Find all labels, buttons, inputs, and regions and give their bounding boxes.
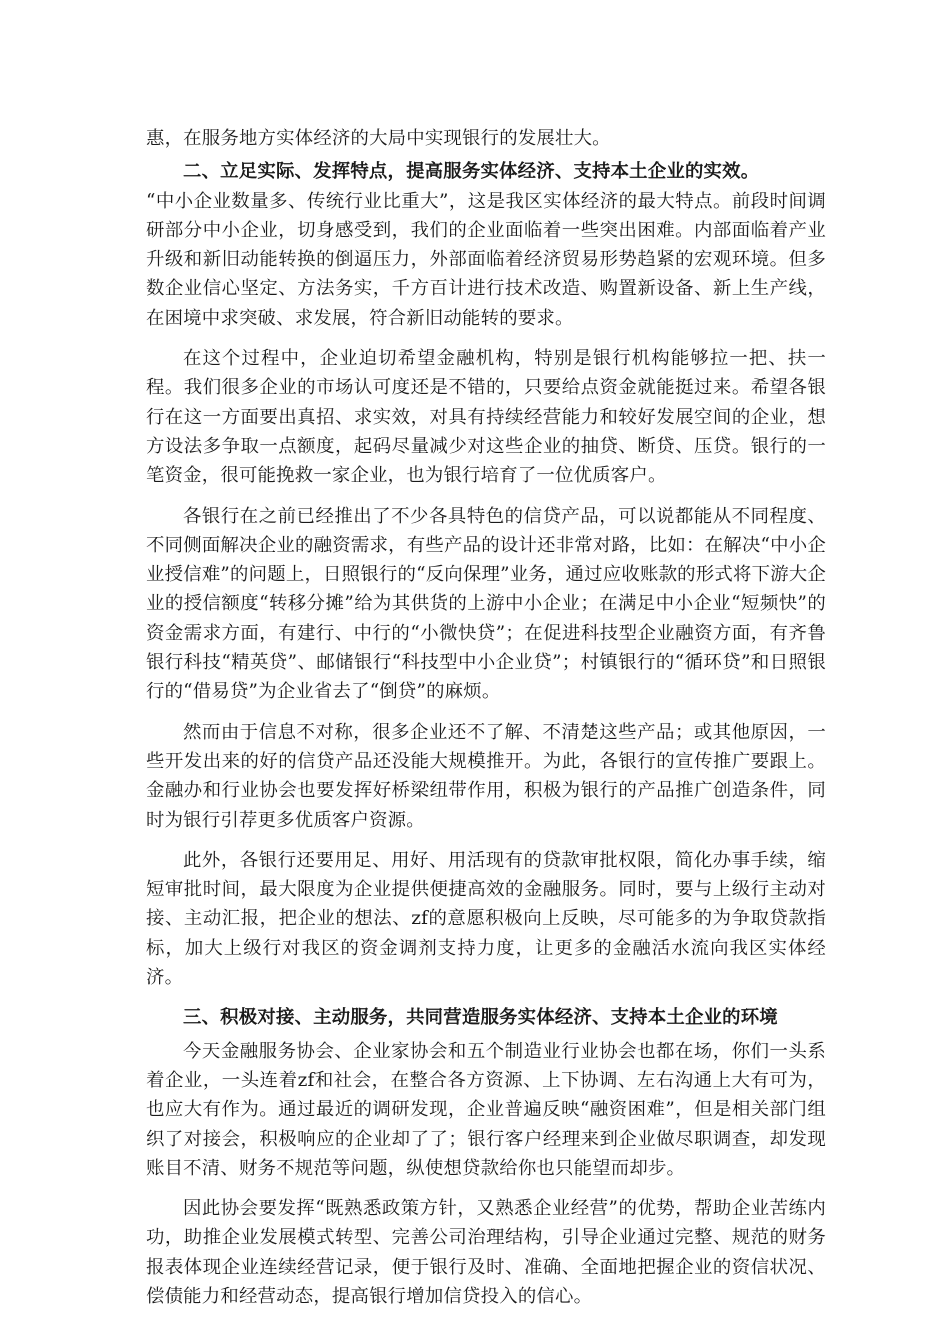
document-page <box>146 124 826 1322</box>
paragraph-continuation: 惠，在服务地方实体经济的大局中实现银行的发展壮大。 <box>146 128 611 149</box>
paragraph: 各银行在之前已经推出了不少各具特色的信贷产品，可以说都能从不同程度、不同侧面解决企业的融资需求，有些产品的设计还非常对路，比如：在解决“中小企业授信难”的问题上，日照银行的“反向保理”业务，通过应收账款的形式将下游大企业的授信额度“转移分摊”给为其供货的上游中小企业；在满足中小企业“短频快”的资金需求方面，有建行、中行的“小微快贷”；在促进科技型企业融资方面，有齐鲁银行科技“精英贷”、邮储银行“科技型中小企业贷”；村镇银行的“循环贷”和日照银行的“借易贷”为企业省去了“倒贷”的麻烦。 <box>146 505 826 703</box>
paragraph: 在这个过程中，企业迫切希望金融机构，特别是银行机构能够拉一把、扶一程。我们很多企业的市场认可度还是不错的，只要给点资金就能挺过来。希望各银行在这一方面要出真招、求实效，对具有持续经营能力和较好发展空间的企业，想方设法多争取一点额度，起码尽量减少对这些企业的抽贷、断贷、压贷。银行的一笔资金，很可能挽救一家企业，也为银行培育了一位优质客户。 <box>146 348 826 487</box>
paragraph: 然而由于信息不对称，很多企业还不了解、不清楚这些产品；或其他原因，一些开发出来的好的信贷产品还没能大规模推开。为此，各银行的宣传推广要跟上。金融办和行业协会也要发挥好桥梁纽带作用，积极为银行的产品推广创造条件，同时为银行引荐更多优质客户资源。 <box>146 721 826 831</box>
paragraph: 此外，各银行还要用足、用好、用活现有的贷款审批权限，简化办事手续，缩短审批时间，最大限度为企业提供便捷高效的金融服务。同时，要与上级行主动对接、主动汇报，把企业的想法、zf的意愿积极向上反映，尽可能多的为争取贷款指标，加大上级行对我区的资金调剂支持力度，让更多的金融活水流向我区实体经济。 <box>146 849 826 989</box>
section-heading-3: 三、积极对接、主动服务，共同营造服务实体经济、支持本土企业的环境 <box>183 1007 778 1029</box>
paragraph: 今天金融服务协会、企业家协会和五个制造业行业协会也都在场，你们一头系着企业，一头连着zf和社会，在整合各方资源、上下协调、左右沟通上大有可为，也应大有作为。通过最近的调研发现，企业普遍反映“融资困难”，但是相关部门组织了对接会，积极响应的企业却了了；银行客户经理来到企业做尽职调查，却发现账目不清、财务不规范等问题，纵使想贷款给你也只能望而却步。 <box>146 1040 826 1179</box>
section-heading-2: 二、立足实际、发挥特点，提高服务实体经济、支持本土企业的实效。 <box>183 161 760 183</box>
paragraph: “中小企业数量多、传统行业比重大”，这是我区实体经济的最大特点。前段时间调研部分中小企业，切身感受到，我们的企业面临着一些突出困难。内部面临着产业升级和新旧动能转换的倒逼压力，外部面临着经济贸易形势趋紧的宏观环境。但多数企业信心坚定、方法务实，千方百计进行技术改造、购置新设备、新上生产线，在困境中求突破、求发展，符合新旧动能转的要求。 <box>146 190 826 329</box>
paragraph: 因此协会要发挥“既熟悉政策方针，又熟悉企业经营”的优势，帮助企业苦练内功，助推企业发展模式转型、完善公司治理结构，引导企业通过完整、规范的财务报表体现企业连续经营记录，便于银行及时、准确、全面地把握企业的资信状况、偿债能力和经营动态，提高银行增加信贷投入的信心。 <box>146 1198 826 1307</box>
